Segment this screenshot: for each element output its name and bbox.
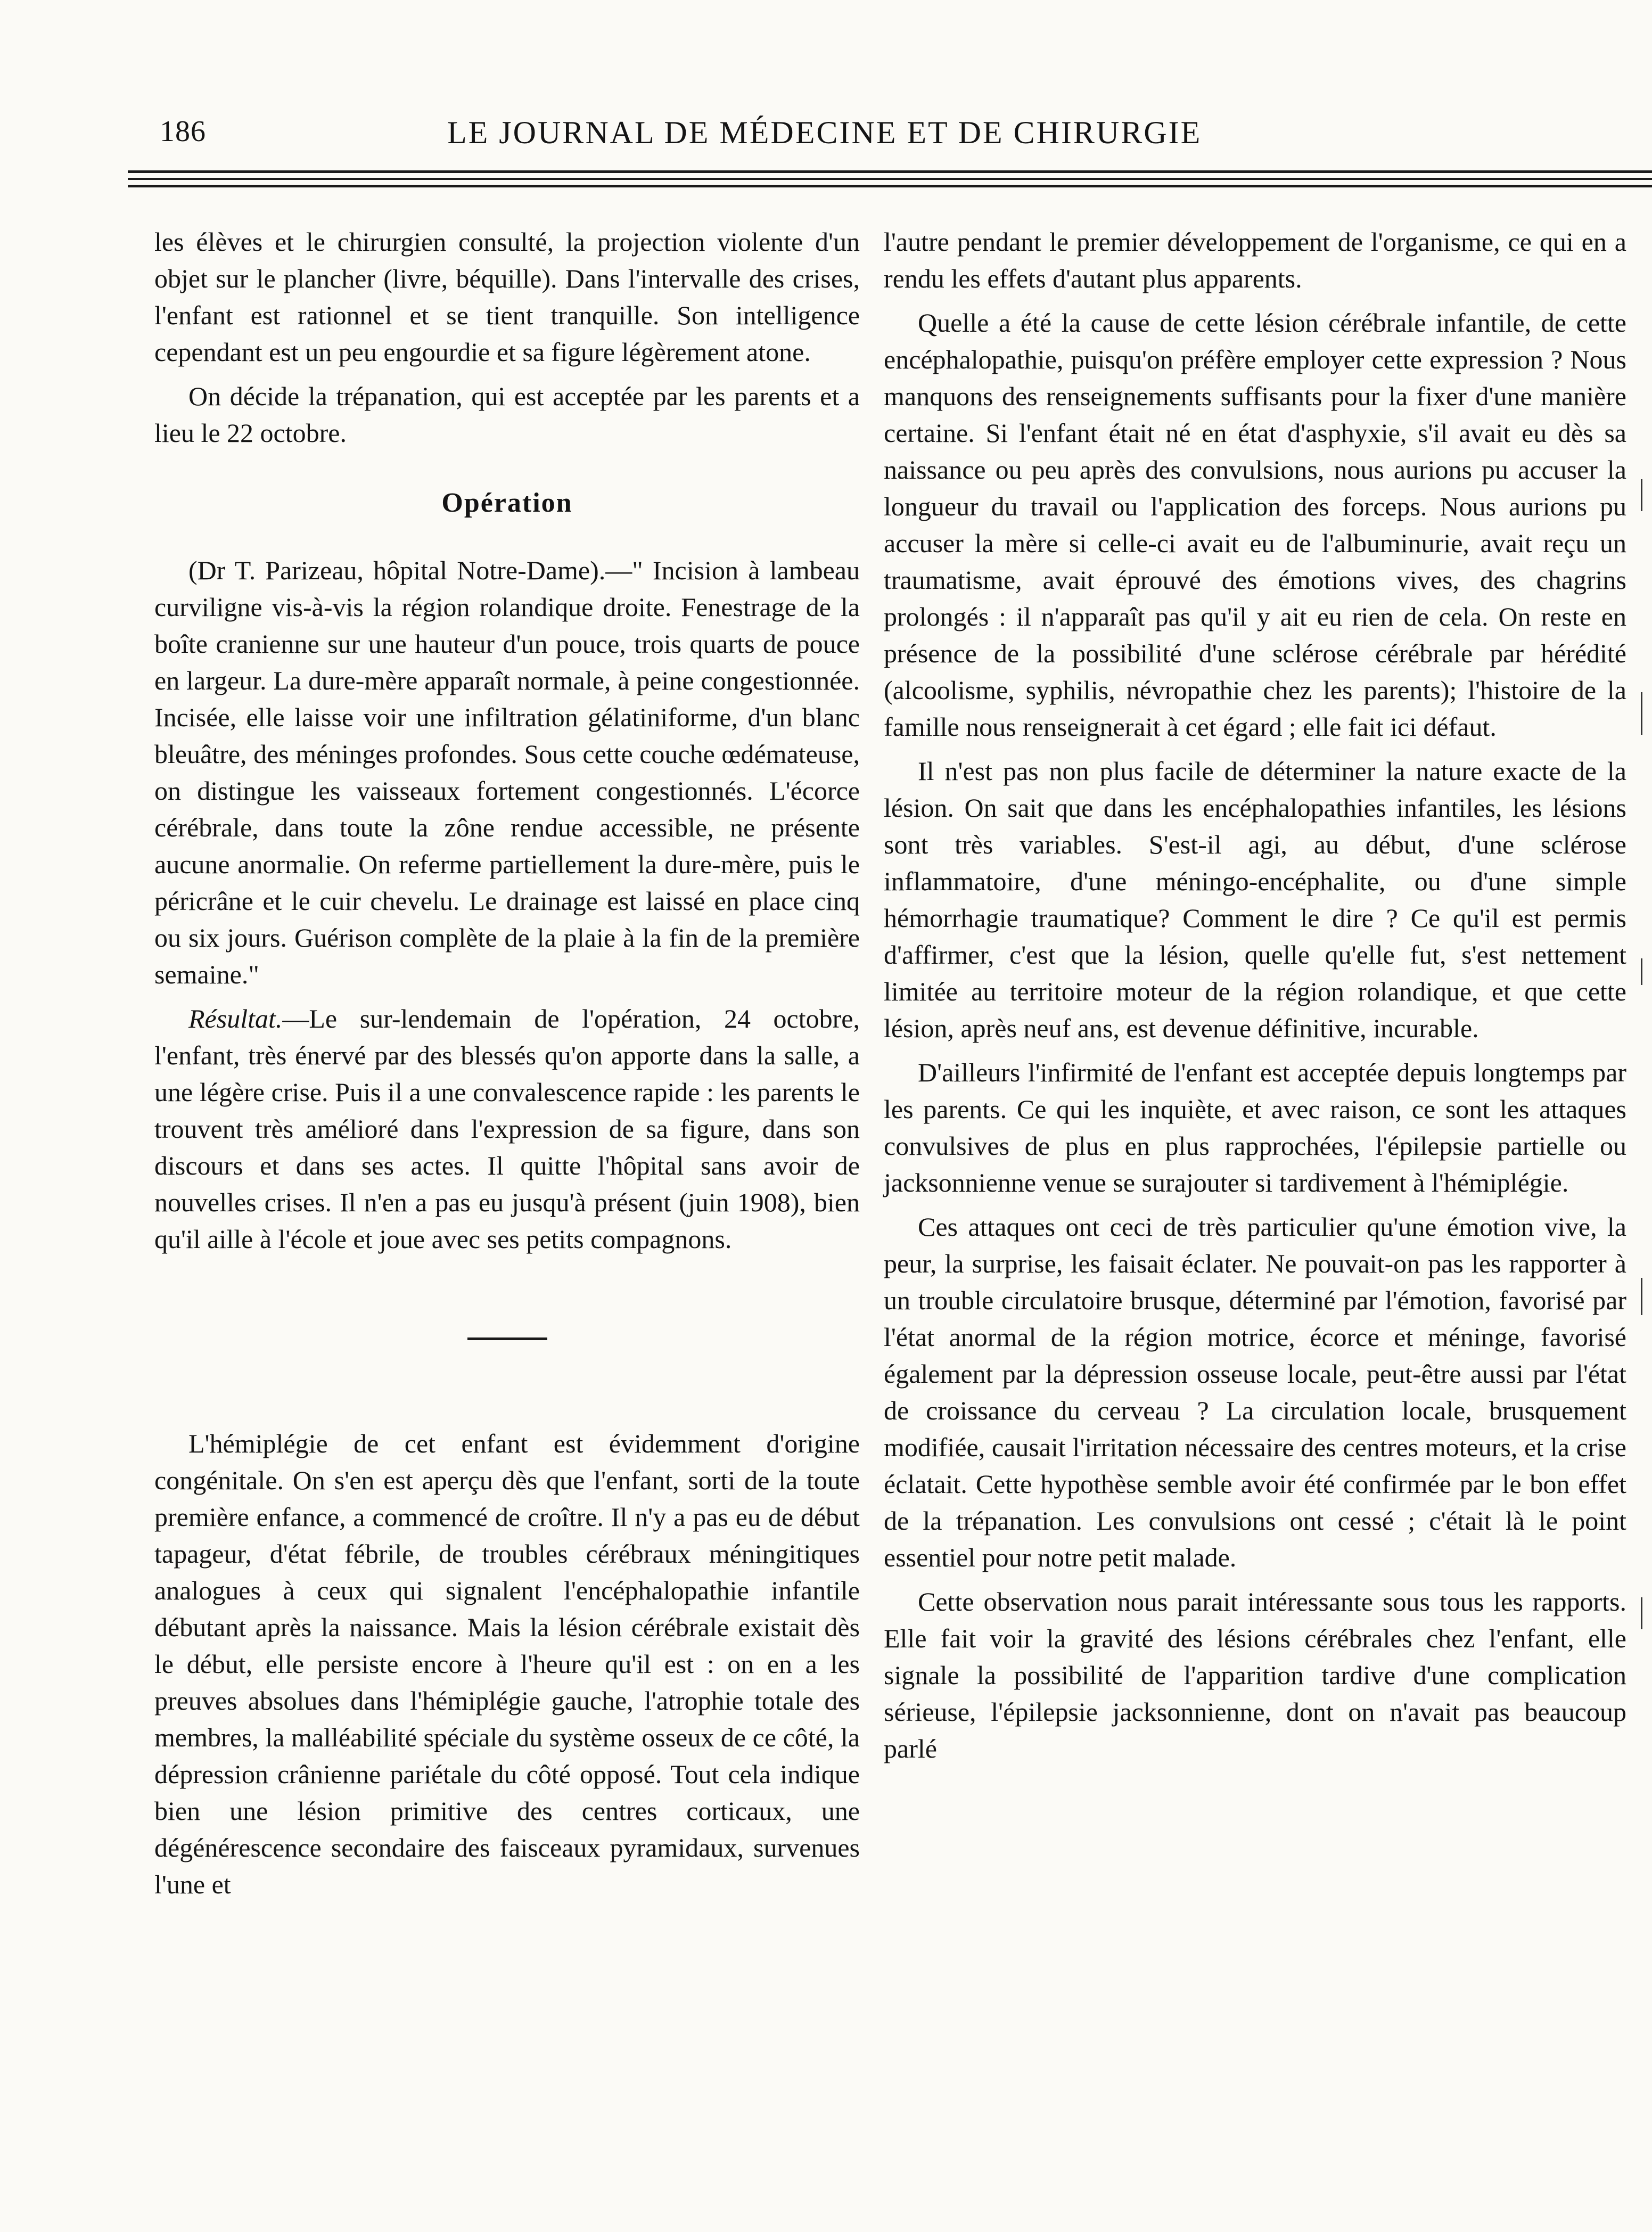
page-number: 186 bbox=[160, 115, 206, 148]
paragraph: L'hémiplégie de cet enfant est évidemment d'origine congénitale. On s'en est aperçu dès que l'enfant, sorti de la toute première enfance, a commencé de croître. Il n'y a pas eu de début tapageur, d'état fébrile, de troubles cérébraux méningitiques analogues à ceux qui signalent l'encéphalopathie infantile débutant après la naissance. Mais la lésion cérébrale existait dès le début, elle persiste encore à l'heure qu'il est : on en a les preuves absolues dans l'hémiplégie gauche, l'atrophie totale des membres, la malléabilité spéciale du système osseux de ce côté, la dépression crânienne pariétale du côté opposé. Tout cela indique bien une lésion primitive des centres corticaux, une dégénérescence secondaire des faisceaux pyramidaux, survenues l'une et bbox=[154, 1429, 860, 1899]
paragraph: Cette observation nous parait intéressante sous tous les rapports. Elle fait voir la gravité des lésions cérébrales chez l'enfant, elle signale la possibilité de l'apparition tardive d'une complication sérieuse, l'épilepsie jacksonnienne, dont on n'avait pas beaucoup parlé bbox=[884, 1587, 1626, 1763]
running-title: LE JOURNAL DE MÉDECINE ET DE CHIRURGIE bbox=[447, 115, 1202, 150]
left-column bbox=[154, 224, 860, 1910]
paragraph: Ces attaques ont ceci de très particulier qu'une émotion vive, la peur, la surprise, les faisait éclater. Ne pouvait-on pas les rapporter à un trouble circulatoire brusque, déterminé par l'émotion, favorisé par l'état anormal de la région motrice, écorce et méninge, favorisé également par la dépression osseuse locale, peut-être aussi par l'état de croissance du cerveau ? La circulation locale, brusquement modifiée, causait l'irritation nécessaire des centres moteurs, et la crise éclatait. Cette hypothèse semble avoir été confirmée par le bon effet de la trépanation. Les convulsions ont cessé ; c'était là le point essentiel pour notre petit malade. bbox=[884, 1212, 1626, 1572]
paragraph bbox=[154, 1000, 860, 1258]
paragraph: (Dr T. Parizeau, hôpital Notre-Dame).—" Incision à lambeau curviligne vis-à-vis la région rolandique droite. Fenestrage de la boîte cranienne sur une hauteur d'un pouce, trois quarts de pouce en largeur. La dure-mère apparaît normale, à peine congestionnée. Incisée, elle laisse voir une infiltration gélatiniforme, d'un blanc bleuâtre, des méninges profondes. Sous cette couche œdémateuse, on distingue les vaisseaux fortement congestionnés. L'écorce cérébrale, dans toute la zône rendue accessible, ne présente aucune anormalie. On referme partiellement la dure-mère, puis le péricrâne et le cuir chevelu. Le drainage est laissé en place cinq ou six jours. Guérison complète de la plaie à la fin de la première semaine." bbox=[154, 555, 860, 989]
paragraph: On décide la trépanation, qui est acceptée par les parents et a lieu le 22 octobre. bbox=[154, 381, 860, 448]
paragraph: Quelle a été la cause de cette lésion cérébrale infantile, de cette encéphalopathie, puisqu'on préfère employer cette expression ? Nous manquons des renseignements suffisants pour la fixer d'une manière certaine. Si l'enfant était né en état d'asphyxie, s'il avait eu dès sa naissance ou peu après des convulsions, nous aurions pu accuser la longueur du travail ou l'application des forceps. Nous aurions pu accuser la mère si celle-ci avait eu de l'albuminurie, avait reçu un traumatisme, avait éprouvé des émotions vives, des chagrins prolongés : il n'apparaît pas qu'il y ait eu rien de cela. On reste en présence de la possibilité d'une sclérose cérébrale par hérédité (alcoolisme, syphilis, névropathie chez les parents); l'histoire de la famille nous renseignerait à cet égard ; elle fait ici défaut. bbox=[884, 308, 1626, 742]
page-header bbox=[160, 114, 1640, 157]
section-title: Opération bbox=[441, 488, 573, 518]
result-label: Résultat. bbox=[188, 1004, 283, 1033]
paragraph: Il n'est pas non plus facile de déterminer la nature exacte de la lésion. On sait que dans les encéphalopathies infantiles, les lésions sont très variables. S'est-il agi, au début, d'une sclérose inflammatoire, d'une méningo-encéphalite, ou d'une simple hémorrhagie traumatique? Comment le dire ? Ce qu'il est permis d'affirmer, c'est que la lésion, quelle qu'elle fut, s'est nettement limitée au territoire moteur de la région rolandique, et que cette lésion, après neuf ans, est devenue définitive, incurable. bbox=[884, 756, 1626, 1043]
page-edge-marks bbox=[1640, 479, 1644, 1917]
paragraph: D'ailleurs l'infirmité de l'enfant est acceptée depuis longtemps par les parents. Ce qui les inquiète, et avec raison, ce sont les attaques convulsives de plus en plus rapprochées, l'épilepsie partielle ou jacksonnienne venue se surajouter si tardivement à l'hémiplégie. bbox=[884, 1057, 1626, 1197]
right-column bbox=[884, 224, 1626, 1775]
header-rule bbox=[128, 169, 1652, 191]
paragraph: les élèves et le chirurgien consulté, la projection violente d'un objet sur le plancher (livre, béquille). Dans l'intervalle des crises, l'enfant est rationnel et se tient tranquille. Son intelligence cependant est un peu engourdie et sa figure légèrement atone. bbox=[154, 227, 860, 367]
section-divider bbox=[467, 1337, 547, 1340]
result-text: —Le sur-lendemain de l'opération, 24 octobre, l'enfant, très énervé par des blessés qu'on apporte dans la salle, a une légère crise. Puis il a une convalescence rapide : les parents le trouvent très amélioré dans l'expression de sa figure, dans son discours et dans ses actes. Il quitte l'hôpital sans avoir de nouvelles crises. Il n'en a pas eu jusqu'à présent (juin 1908), bien qu'il aille à l'école et joue avec ses petits compagnons. bbox=[154, 1004, 860, 1254]
paragraph: l'autre pendant le premier développement de l'organisme, ce qui en a rendu les effets d'autant plus apparents. bbox=[884, 227, 1626, 293]
